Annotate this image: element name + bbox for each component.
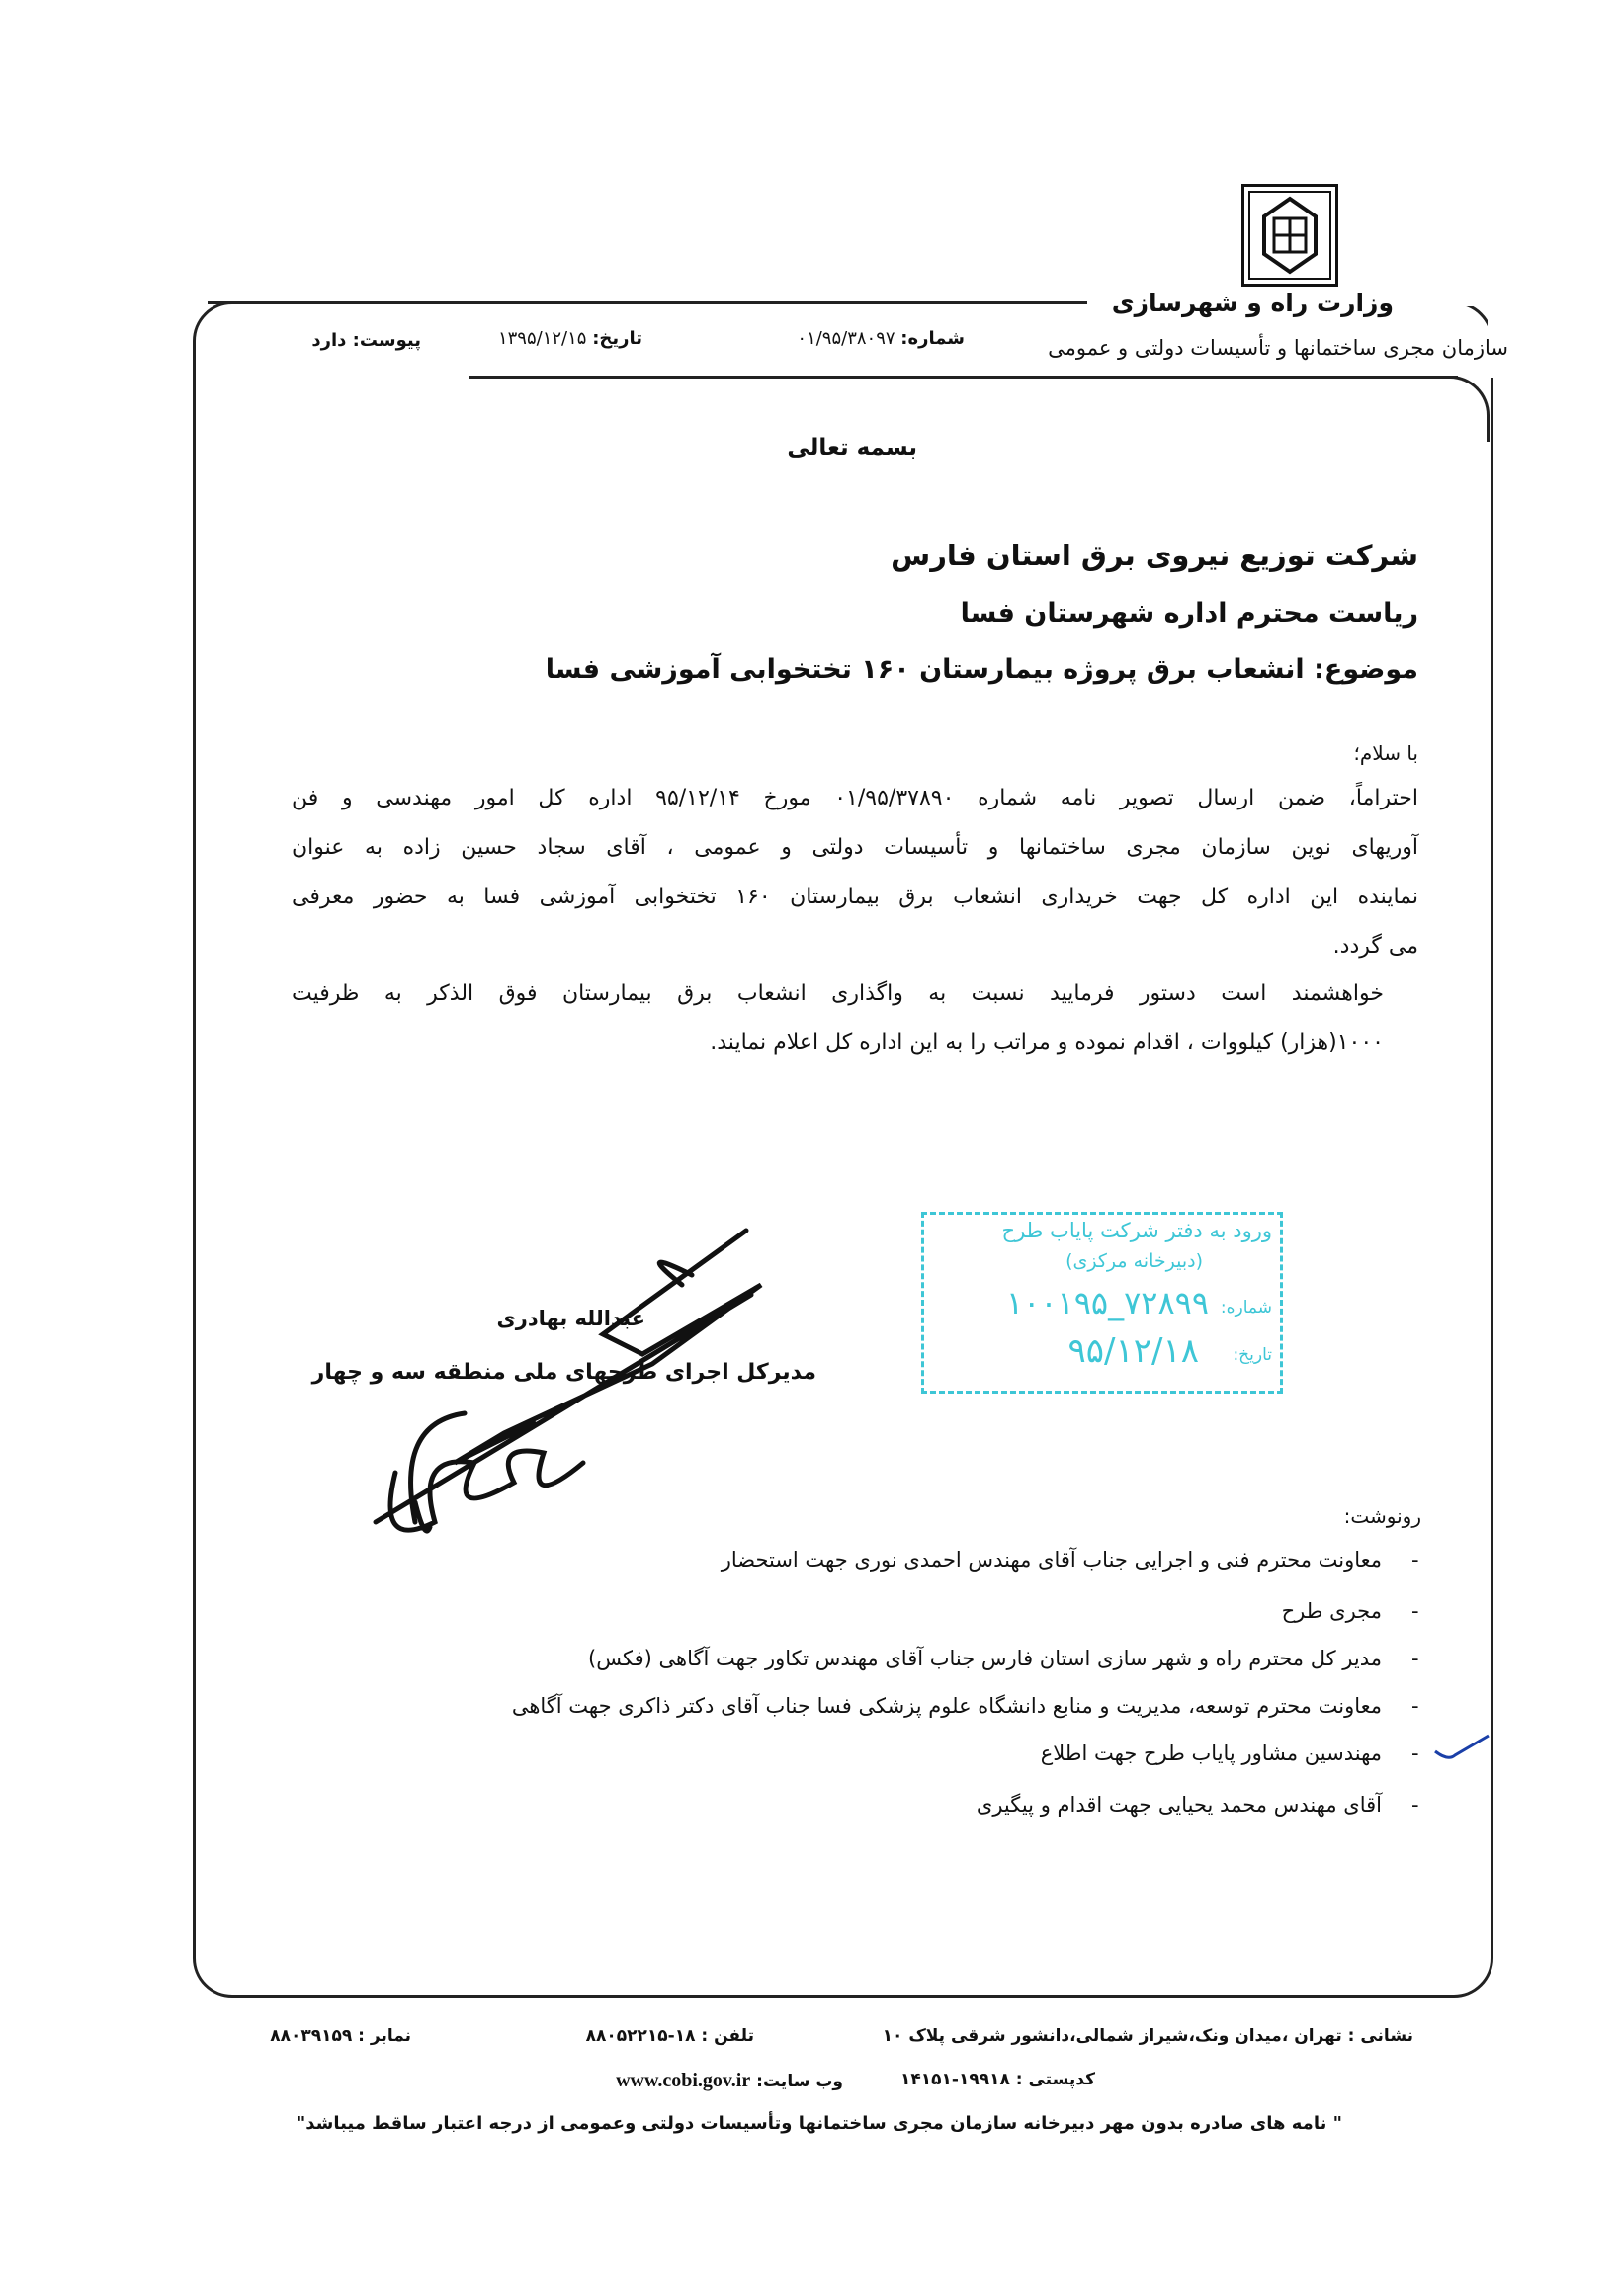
signatory-name: عبدالله بهادری: [496, 1307, 645, 1330]
ministry-logo: [1241, 184, 1338, 287]
signature: [356, 1226, 771, 1542]
attachment-value: دارد: [311, 330, 347, 351]
stamp-title: ورود به دفتر شرکت پایاب طرح: [1001, 1219, 1272, 1242]
cc-item: مجری طرح: [1281, 1599, 1382, 1623]
cc-dash: -: [1411, 1599, 1419, 1623]
cc-item: مهندسین مشاور پایاب طرح جهت اطلاع: [1040, 1742, 1382, 1765]
addressee-title: ریاست محترم اداره شهرستان فسا: [960, 598, 1418, 629]
header-divider: [469, 376, 1458, 379]
letter-number: [797, 328, 965, 349]
registry-stamp: [921, 1212, 1283, 1394]
cc-dash: -: [1411, 1793, 1419, 1817]
footer-address: نشانی : تهران ،میدان ونک،شیراز شمالی،دانشور شرقی پلاک ۱۰: [882, 2026, 1413, 2046]
cc-dash: -: [1411, 1742, 1419, 1765]
ministry-name: وزارت راه و شهرسازی: [1111, 289, 1394, 317]
body-line: می گردد.: [1332, 934, 1418, 959]
header-divider: [208, 301, 1077, 304]
subject-line: موضوع: انشعاب برق پروژه بیمارستان ۱۶۰ تختخوابی آموزشی فسا: [545, 654, 1418, 685]
body-line: آوریهای نوین سازمان مجری ساختمانها و تأسیسات دولتی و عمومی ، آقای سجاد حسین زاده به عنوان: [292, 835, 1418, 860]
footer-fax: نمابر : ۸۸۰۳۹۱۵۹: [270, 2026, 411, 2046]
body-line: ۱۰۰۰(هزار) کیلووات ، اقدام نموده و مراتب را به این اداره کل اعلام نمایند.: [710, 1030, 1384, 1055]
footer-notice: " نامه های صادره بدون مهر دبیرخانه سازمان مجری ساختمانها وتأسیسات دولتی وعمومی از درجه اعتبار ساقط میباشد": [296, 2113, 1342, 2134]
website-link[interactable]: www.cobi.gov.ir: [616, 2070, 751, 2091]
organization-name: سازمان مجری ساختمانها و تأسیسات دولتی و عمومی: [1048, 336, 1508, 360]
date-label: تاریخ:: [592, 328, 642, 349]
check-mark-icon: [1433, 1732, 1492, 1771]
footer-postal-code: کدپستی : ۱۹۹۱۸-۱۴۱۵۱: [899, 2070, 1095, 2089]
footer-phone: تلفن : ۱۸-۸۸۰۵۲۲۱۵: [585, 2026, 754, 2046]
body-line: خواهشمند است دستور فرمایید نسبت به واگذاری انشعاب برق بیمارستان فوق الذکر به ظرفیت: [292, 981, 1384, 1006]
cc-dash: -: [1411, 1647, 1419, 1670]
body-line: احتراماً، ضمن ارسال تصویر نامه شماره ۰۱/۹۵/۳۷۸۹۰ مورخ ۹۵/۱۲/۱۴ اداره کل امور مهندسی و فن: [292, 786, 1418, 810]
stamp-date-label: تاریخ:: [1233, 1345, 1272, 1365]
number-value: ۰۱/۹۵/۳۸۰۹۷: [797, 328, 895, 349]
stamp-number: ۱۰۰۱۹۵_۷۲۸۹۹: [1005, 1284, 1209, 1321]
letter-attachment: [311, 330, 421, 351]
cc-item: معاونت محترم فنی و اجرایی جناب آقای مهندس احمدی نوری جهت استحضار: [721, 1548, 1382, 1572]
cc-dash: -: [1411, 1548, 1419, 1572]
attachment-label: پیوست:: [352, 330, 421, 351]
bismillah-heading: بسمه تعالی: [787, 435, 917, 461]
letter-date: [498, 328, 642, 349]
website-label: وب سایت:: [756, 2072, 843, 2091]
addressee-company: شرکت توزیع نیروی برق استان فارس: [891, 539, 1418, 572]
cc-dash: -: [1411, 1694, 1419, 1718]
greeting: با سلام؛: [1353, 741, 1418, 765]
cc-item: مدیر کل محترم راه و شهر سازی استان فارس جناب آقای مهندس تکاور جهت آگاهی (فکس): [588, 1647, 1382, 1670]
cc-item: معاونت محترم توسعه، مدیریت و منابع دانشگاه علوم پزشکی فسا جناب آقای دکتر ذاکری جهت آگاهی: [511, 1694, 1382, 1718]
cc-item: آقای مهندس محمد یحیایی جهت اقدام و پیگیری: [976, 1793, 1382, 1817]
number-label: شماره:: [900, 328, 965, 349]
body-line: نماینده این اداره کل جهت خریداری انشعاب برق بیمارستان ۱۶۰ تختخوابی آموزشی فسا به حضور معرفی: [292, 885, 1418, 909]
date-value: ۱۳۹۵/۱۲/۱۵: [497, 328, 587, 349]
footer-website: [616, 2070, 843, 2092]
stamp-date: ۹۵/۱۲/۱۸: [1067, 1331, 1199, 1371]
stamp-subtitle: (دبیرخانه مرکزی): [1065, 1250, 1203, 1272]
signatory-title: مدیرکل اجرای طرحهای ملی منطقه سه و چهار: [311, 1360, 816, 1385]
stamp-number-label: شماره:: [1220, 1298, 1272, 1318]
cc-label: رونوشت:: [1343, 1504, 1421, 1528]
